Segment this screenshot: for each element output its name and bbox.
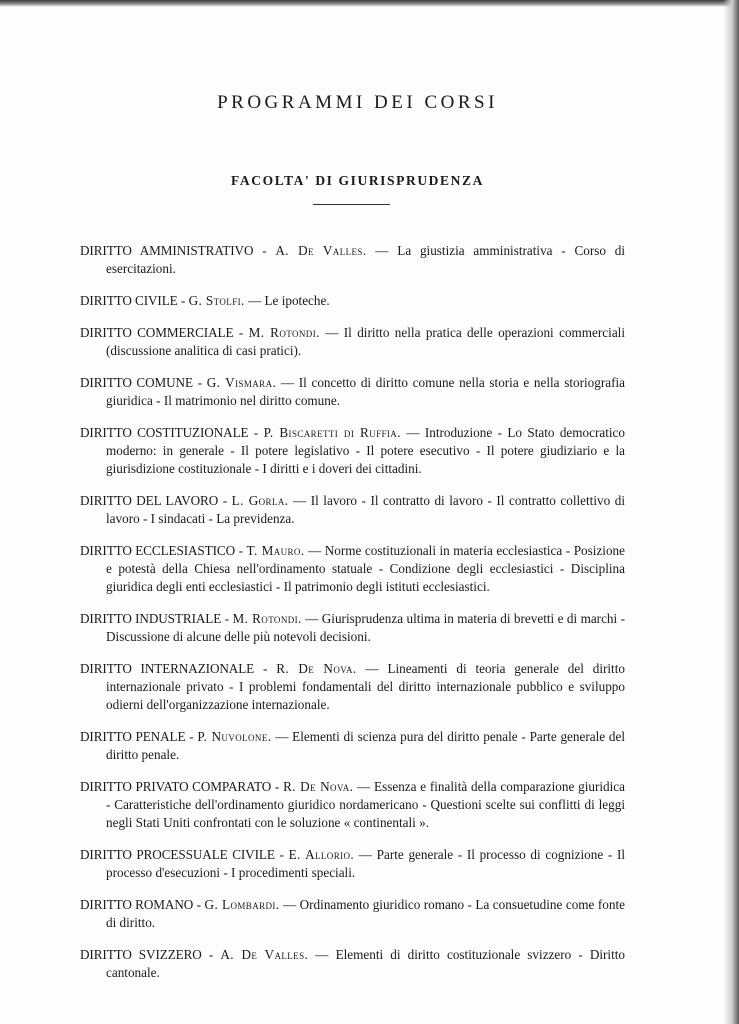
course-entry: DIRITTO ECCLESIASTICO - T. Mauro. — Norme costituzionali in materia ecclesiastica - Posizione e potestà della Chiesa nell'ordinamento statuale - Condizione degli ecclesiastici - Disciplina giuridica degli enti ecclesiastici - Il patrimonio degli istituti ecclesiastici. xyxy=(80,543,625,594)
course-description: Giurisprudenza ultima in materia di brevetti e di marchi - Discussione di alcune delle più notevoli decisioni. xyxy=(106,611,625,644)
course-description: Lineamenti di teoria generale del diritto internazionale privato - I problemi fondamentali del diritto internazionale pubblico e sviluppo odierni dell'organizzazione internazionale. xyxy=(106,661,625,712)
course-description: Elementi di diritto costituzionale svizzero - Diritto cantonale. xyxy=(106,947,625,980)
course-name: DIRITTO PENALE xyxy=(80,729,186,744)
page-right-edge xyxy=(723,0,739,1024)
course-professor: G. Vismara. xyxy=(206,375,277,390)
course-entry: DIRITTO COMMERCIALE - M. Rotondi. — Il diritto nella pratica delle operazioni commerciali (discussione analitica di casi pratici). xyxy=(80,325,626,358)
course-description: Le ipoteche. xyxy=(264,293,330,308)
course-professor: R. De Nova. xyxy=(276,661,357,676)
course-name: DIRITTO INDUSTRIALE xyxy=(80,611,222,626)
course-name: DIRITTO COMUNE xyxy=(80,375,193,390)
course-professor: P. Biscaretti di Ruffia. xyxy=(263,425,401,440)
course-description: Il diritto nella pratica delle operazioni commerciali (discussione analitica di casi pratici). xyxy=(106,325,626,358)
course-description: Ordinamento giuridico romano - La consuetudine come fonte di diritto. xyxy=(106,897,625,930)
course-name: DIRITTO CIVILE xyxy=(80,293,178,308)
course-entry: DIRITTO ROMANO - G. Lombardi. — Ordinamento giuridico romano - La consuetudine come fonte di diritto. xyxy=(80,897,625,930)
course-professor: G. Lombardi. xyxy=(204,897,280,912)
course-description: Elementi di scienza pura del diritto penale - Parte generale del diritto penale. xyxy=(106,729,625,762)
course-name: DIRITTO INTERNAZIONALE xyxy=(80,661,255,676)
course-entry: DIRITTO INTERNAZIONALE - R. De Nova. — Lineamenti di teoria generale del diritto internazionale privato - I problemi fondamentali del diritto internazionale pubblico e sviluppo odierni dell'organizzazione internazionale. xyxy=(80,661,625,712)
course-name: DIRITTO AMMINISTRATIVO xyxy=(80,243,254,258)
course-entry: DIRITTO COMUNE - G. Vismara. — Il concetto di diritto comune nella storia e nella storiografia giuridica - Il matrimonio nel diritto comune. xyxy=(80,375,626,408)
course-description: La giustizia amministrativa - Corso di esercitazioni. xyxy=(106,243,626,276)
course-entry: DIRITTO PRIVATO COMPARATO - R. De Nova. — Essenza e finalità della comparazione giuridica - Caratteristiche dell'ordinamento giuridico nordamericano - Questioni scelte sui conflitti di leggi negli Stati Uniti confrontati con le soluzione « continentali ». xyxy=(80,779,625,830)
page-top-edge xyxy=(0,0,739,7)
course-name: DIRITTO COMMERCIALE xyxy=(80,325,234,340)
course-description: Essenza e finalità della comparazione giuridica - Caratteristiche dell'ordinamento giuridico nordamericano - Questioni scelte sui conflitti di leggi negli Stati Uniti confrontati con le soluzione « continentali ». xyxy=(106,779,625,830)
course-entry: DIRITTO DEL LAVORO - L. Gorla. — Il lavoro - Il contratto di lavoro - Il contratto collettivo di lavoro - I sindacati - La previdenza. xyxy=(80,493,625,526)
course-professor: L. Gorla. xyxy=(231,493,289,508)
course-name: DIRITTO SVIZZERO xyxy=(80,947,202,962)
course-entry: DIRITTO PROCESSUALE CIVILE - E. Allorio. — Parte generale - Il processo di cognizione - Il processo d'esecuzioni - I procedimenti speciali. xyxy=(80,847,626,880)
course-professor: P. Nuvolone. xyxy=(197,729,272,744)
course-description: Norme costituzionali in materia ecclesiastica - Posizione e potestà della Chiesa nell'ordinamento statuale - Condizione degli ecclesiastici - Disciplina giuridica degli enti ecclesiastici - Il patrimonio degli istituti ecclesiastici. xyxy=(106,543,625,594)
faculty-heading: FACOLTA' DI GIURISPRUDENZA xyxy=(231,173,484,188)
course-name: DIRITTO PRIVATO COMPARATO xyxy=(80,779,272,794)
course-entry: DIRITTO PENALE - P. Nuvolone. — Elementi di scienza pura del diritto penale - Parte generale del diritto penale. xyxy=(80,729,625,762)
course-professor: G. Stolfi. xyxy=(188,293,245,308)
course-description: Introduzione - Lo Stato democratico moderno: in generale - Il potere legislativo - Il potere esecutivo - Il potere giudiziario e la giurisdizione costituzionale - I diritti e i doveri dei cittadini. xyxy=(106,425,626,476)
course-name: DIRITTO COSTITUZIONALE xyxy=(80,425,249,440)
course-description: Parte generale - Il processo di cognizione - Il processo d'esecuzioni - I procedimenti speciali. xyxy=(106,847,626,880)
course-professor: E. Allorio. xyxy=(288,847,355,862)
course-professor: T. Mauro. xyxy=(246,543,305,558)
course-professor: M. Rotondi. xyxy=(232,611,302,626)
course-entry: DIRITTO COSTITUZIONALE - P. Biscaretti di Ruffia. — Introduzione - Lo Stato democratico moderno: in generale - Il potere legislativo - Il potere esecutivo - Il potere giudiziario e la giurisdizione costituzionale - I diritti e i doveri dei cittadini. xyxy=(80,425,626,476)
course-name: DIRITTO ROMANO xyxy=(80,897,194,912)
course-professor: A. De Valles. xyxy=(220,947,309,962)
course-professor: R. De Nova. xyxy=(283,779,354,794)
heading-divider xyxy=(313,204,390,205)
course-entry: DIRITTO SVIZZERO - A. De Valles. — Elementi di diritto costituzionale svizzero - Diritto cantonale. xyxy=(80,947,625,980)
course-name: DIRITTO DEL LAVORO xyxy=(80,493,219,508)
course-description: Il lavoro - Il contratto di lavoro - Il contratto collettivo di lavoro - I sindacati - La previdenza. xyxy=(106,493,625,526)
course-professor: A. De Valles. xyxy=(275,243,367,258)
course-professor: M. Rotondi. xyxy=(248,325,320,340)
page-title: PROGRAMMI DEI CORSI xyxy=(217,92,498,113)
course-name: DIRITTO ECCLESIASTICO xyxy=(80,543,236,558)
course-description: Il concetto di diritto comune nella storia e nella storiografia giuridica - Il matrimonio nel diritto comune. xyxy=(106,375,626,408)
course-list xyxy=(80,242,625,996)
course-entry: DIRITTO CIVILE - G. Stolfi. — Le ipoteche. xyxy=(80,293,330,308)
course-entry: DIRITTO AMMINISTRATIVO - A. De Valles. — La giustizia amministrativa - Corso di esercitazioni. xyxy=(80,243,626,276)
course-entry: DIRITTO INDUSTRIALE - M. Rotondi. — Giurisprudenza ultima in materia di brevetti e di marchi - Discussione di alcune delle più notevoli decisioni. xyxy=(80,611,625,644)
course-name: DIRITTO PROCESSUALE CIVILE xyxy=(80,847,275,862)
